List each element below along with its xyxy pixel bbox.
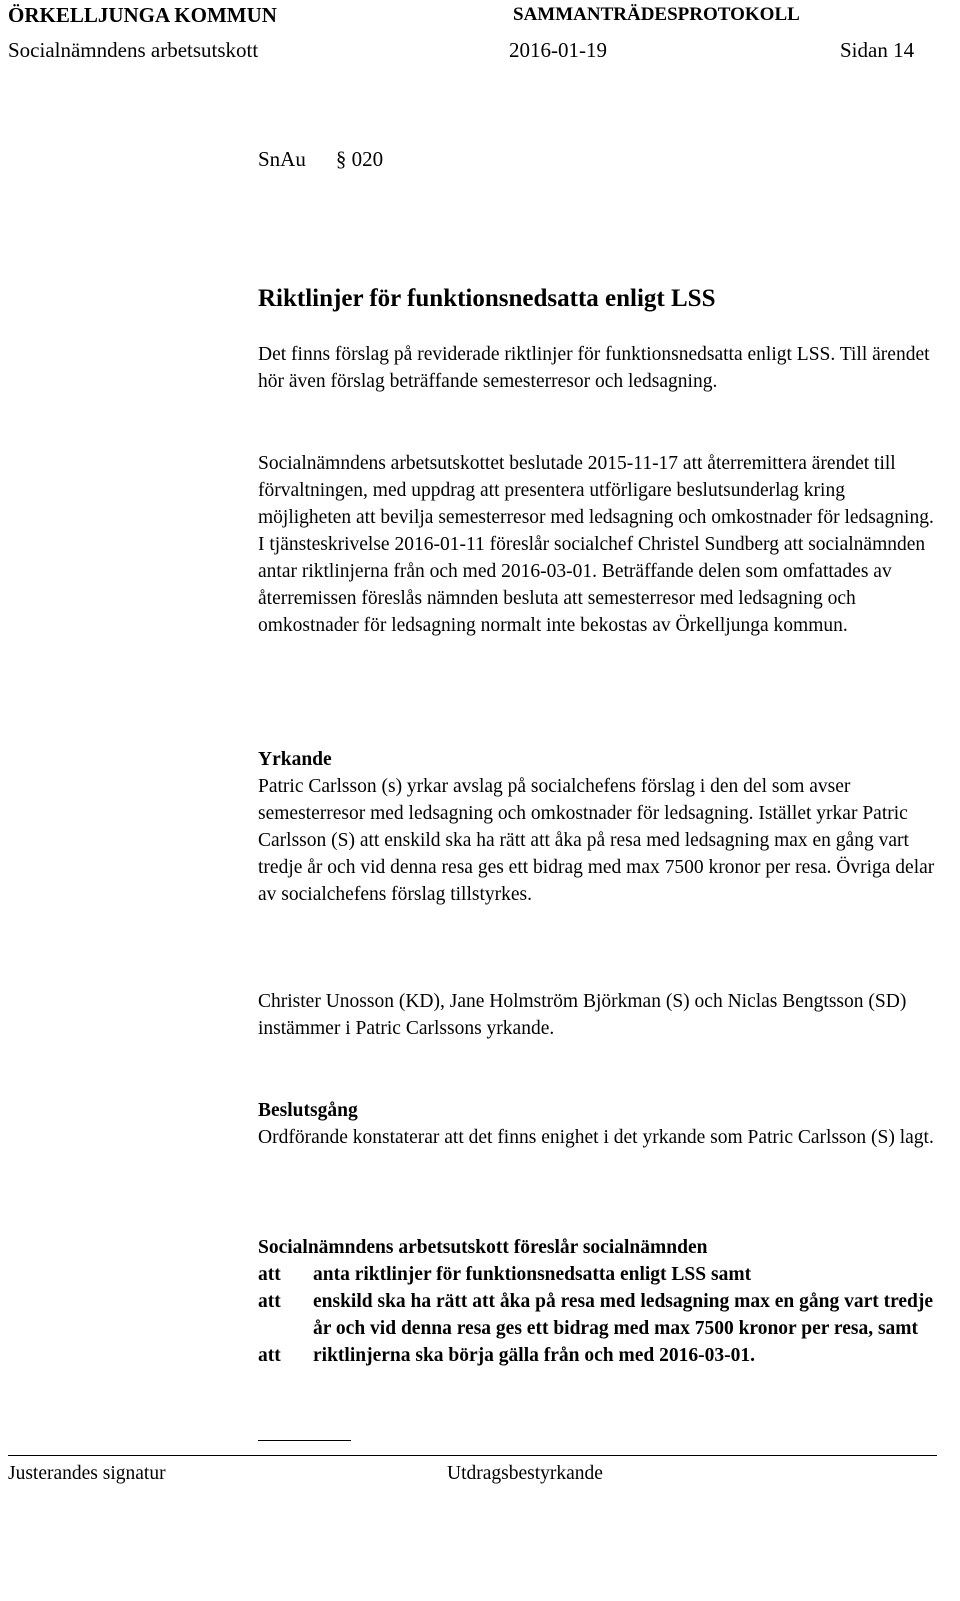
- footer-divider: [8, 1455, 937, 1456]
- page-number: Sidan 14: [840, 38, 915, 62]
- footer-certification-label: Utdragsbestyrkande: [447, 1463, 603, 1484]
- yrkande-heading: Yrkande: [258, 749, 332, 770]
- beslutsgang-heading: Beslutsgång: [258, 1100, 358, 1121]
- document-title: Riktlinjer för funktionsnedsatta enligt LSS: [258, 285, 716, 312]
- paragraph-body: SnAu: [258, 147, 306, 171]
- proposal-item: [258, 1261, 938, 1288]
- proposal-att: att: [258, 1345, 281, 1366]
- proposal-text: enskild ska ha rätt att åka på resa med ledsagning max en gång vart tredje år och vid denna resa ges ett bidrag med max 7500 kronor per resa, samt: [313, 1291, 934, 1339]
- signature-field-line: [258, 1440, 351, 1441]
- proposal-item: [258, 1342, 938, 1369]
- paragraph-reference: [258, 146, 938, 173]
- paragraph-number: 020: [351, 147, 384, 171]
- section-beslutsgang: [258, 1097, 938, 1151]
- yrkande-text: Patric Carlsson (s) yrkar avslag på socialchefens förslag i den del som avser semesterresor med ledsagning och omkostnader för ledsagning. Istället yrkar Patric Carlsson (S) att enskild ska ha rätt att åka på resa med ledsagning max en gång vart tredje år och vid denna resa ges ett bidrag med max 7500 kronor per resa. Övriga delar av socialchefens förslag tillstyrkes.: [258, 776, 935, 905]
- document-type: SAMMANTRÄDESPROTOKOLL: [513, 4, 800, 25]
- proposal-heading: Socialnämndens arbetsutskott föreslår socialnämnden: [258, 1237, 708, 1258]
- section-proposal: [258, 1234, 938, 1369]
- proposal-text: anta riktlinjer för funktionsnedsatta enligt LSS samt: [313, 1264, 752, 1285]
- section-yrkande: [258, 746, 938, 908]
- paragraph-background: Socialnämndens arbetsutskottet beslutade 2015-11-17 att återremittera ärendet till förvaltningen, med uppdrag att presentera utförligare beslutsunderlag kring möjligheten att bevilja semesterresor med ledsagning och omkostnader för ledsagning. I tjänsteskrivelse 2016-01-11 föreslår socialchef Christel Sundberg att socialnämnden antar riktlinjerna från och med 2016-03-01. Beträffande delen som omfattades av återremissen föreslås nämnden besluta att semesterresor med ledsagning och omkostnader för ledsagning normalt inte bekostas av Örkelljunga kommun.: [258, 453, 934, 636]
- organization-name: ÖRKELLJUNGA KOMMUN: [8, 3, 277, 27]
- committee-name: Socialnämndens arbetsutskott: [8, 38, 259, 62]
- paragraph-support: Christer Unosson (KD), Jane Holmström Björkman (S) och Niclas Bengtsson (SD) instämmer i Patric Carlssons yrkande.: [258, 991, 907, 1039]
- beslutsgang-text: Ordförande konstaterar att det finns enighet i det yrkande som Patric Carlsson (S) lagt.: [258, 1127, 934, 1148]
- proposal-item: [258, 1288, 938, 1342]
- footer-signature-label: Justerandes signatur: [8, 1463, 166, 1484]
- proposal-att: att: [258, 1264, 281, 1285]
- paragraph-intro: Det finns förslag på reviderade riktlinjer för funktionsnedsatta enligt LSS. Till ärendet hör även förslag beträffande semesterresor och ledsagning.: [258, 344, 930, 392]
- proposal-att: att: [258, 1291, 281, 1312]
- proposal-text: riktlinjerna ska börja gälla från och med 2016-03-01.: [313, 1345, 755, 1366]
- paragraph-symbol: §: [335, 147, 352, 171]
- meeting-date: 2016-01-19: [509, 38, 607, 62]
